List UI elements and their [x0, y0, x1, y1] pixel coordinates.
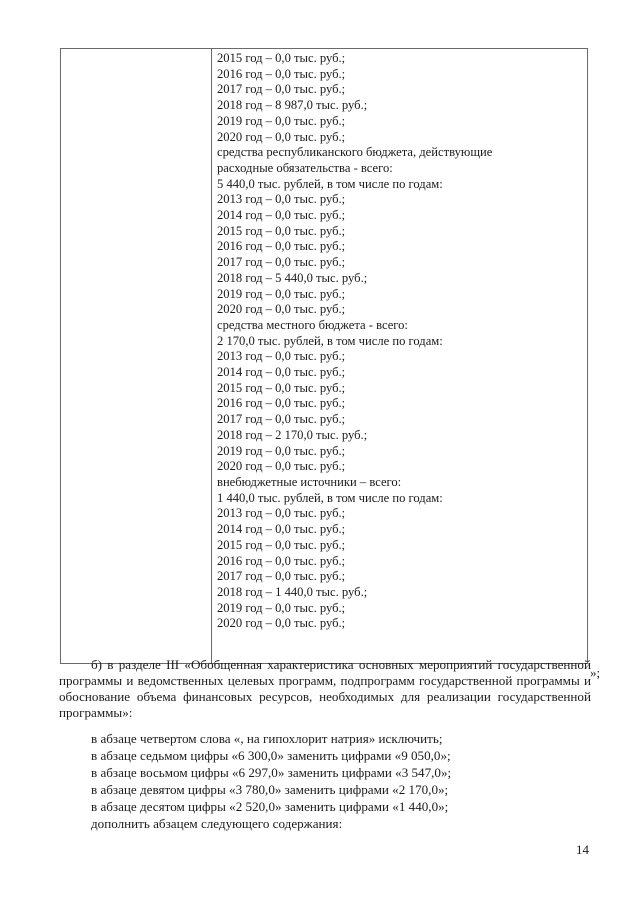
table-line: 2020 год – 0,0 тыс. руб.;	[217, 616, 346, 631]
table-line: 2015 год – 0,0 тыс. руб.;	[217, 51, 346, 65]
table-closing-quote: »;	[590, 665, 601, 680]
table-line: 2013 год – 0,0 тыс. руб.;	[217, 349, 346, 364]
table-line: 5 440,0 тыс. рублей, в том числе по годам:	[217, 176, 443, 191]
table-line: 2019 год – 0,0 тыс. руб.;	[217, 113, 346, 128]
table-line: расходные обязательства - всего:	[217, 160, 393, 175]
table-line: 2019 год – 0,0 тыс. руб.;	[217, 443, 346, 458]
table-line: 1 440,0 тыс. рублей, в том числе по годам:	[217, 490, 443, 505]
table-right-column	[217, 51, 583, 632]
table-line: 2018 год – 1 440,0 тыс. руб.;	[217, 584, 368, 599]
table-line: 2019 год – 0,0 тыс. руб.;	[217, 286, 346, 301]
amendment-line: в абзаце четвертом слова «, на гипохлорит натрия» исключить;	[91, 731, 443, 746]
table-line: 2020 год – 0,0 тыс. руб.;	[217, 129, 346, 144]
table-line: 2015 год – 0,0 тыс. руб.;	[217, 223, 346, 238]
table-line: 2017 год – 0,0 тыс. руб.;	[217, 82, 346, 97]
page-number: 14	[576, 842, 589, 857]
amendment-line: в абзаце десятом цифры «2 520,0» заменить цифрами «1 440,0»;	[91, 799, 449, 814]
table-line: 2017 год – 0,0 тыс. руб.;	[217, 569, 346, 584]
table-line: 2014 год – 0,0 тыс. руб.;	[217, 522, 346, 537]
table-line: 2018 год – 5 440,0 тыс. руб.;	[217, 270, 368, 285]
table-line: 2020 год – 0,0 тыс. руб.;	[217, 302, 346, 317]
table-line: 2015 год – 0,0 тыс. руб.;	[217, 380, 346, 395]
table-line: 2 170,0 тыс. рублей, в том числе по годам:	[217, 333, 443, 348]
table-column-divider	[211, 49, 212, 663]
amendment-line: дополнить абзацем следующего содержания:	[91, 816, 343, 831]
table-line: 2014 год – 0,0 тыс. руб.;	[217, 208, 346, 223]
amendment-line: в абзаце седьмом цифры «6 300,0» заменить цифрами «9 050,0»;	[91, 748, 451, 763]
table-line: 2015 год – 0,0 тыс. руб.;	[217, 537, 346, 552]
amendment-line: в абзаце восьмом цифры «6 297,0» заменить цифрами «3 547,0»;	[91, 765, 452, 780]
table-line: средства местного бюджета - всего:	[217, 317, 408, 332]
table-line: 2020 год – 0,0 тыс. руб.;	[217, 459, 346, 474]
table-line: 2019 год – 0,0 тыс. руб.;	[217, 600, 346, 615]
table-line: 2016 год – 0,0 тыс. руб.;	[217, 66, 346, 81]
table-line: внебюджетные источники – всего:	[217, 474, 402, 489]
table-line: 2018 год – 2 170,0 тыс. руб.;	[217, 427, 368, 442]
table-line: 2013 год – 0,0 тыс. руб.;	[217, 506, 346, 521]
table-line: средства республиканского бюджета, действующие	[217, 145, 493, 160]
table-line: 2016 год – 0,0 тыс. руб.;	[217, 239, 346, 254]
table-line: 2017 год – 0,0 тыс. руб.;	[217, 412, 346, 427]
budget-table	[60, 48, 588, 664]
table-line: 2018 год – 8 987,0 тыс. руб.;	[217, 98, 368, 113]
table-line: 2016 год – 0,0 тыс. руб.;	[217, 553, 346, 568]
table-line: 2016 год – 0,0 тыс. руб.;	[217, 396, 346, 411]
table-line: 2014 год – 0,0 тыс. руб.;	[217, 365, 346, 380]
table-line: 2013 год – 0,0 тыс. руб.;	[217, 192, 346, 207]
section-b-paragraph: б) в разделе III «Обобщенная характеристика основных мероприятий государственной программы и ведомственных целевых программ, подпрограмм государственной программы и обоснование объема финансовых ресурсов, необходимых для реализации государственной программы»:	[59, 657, 591, 720]
table-line: 2017 год – 0,0 тыс. руб.;	[217, 255, 346, 270]
amendment-line: в абзаце девятом цифры «3 780,0» заменить цифрами «2 170,0»;	[91, 782, 449, 797]
